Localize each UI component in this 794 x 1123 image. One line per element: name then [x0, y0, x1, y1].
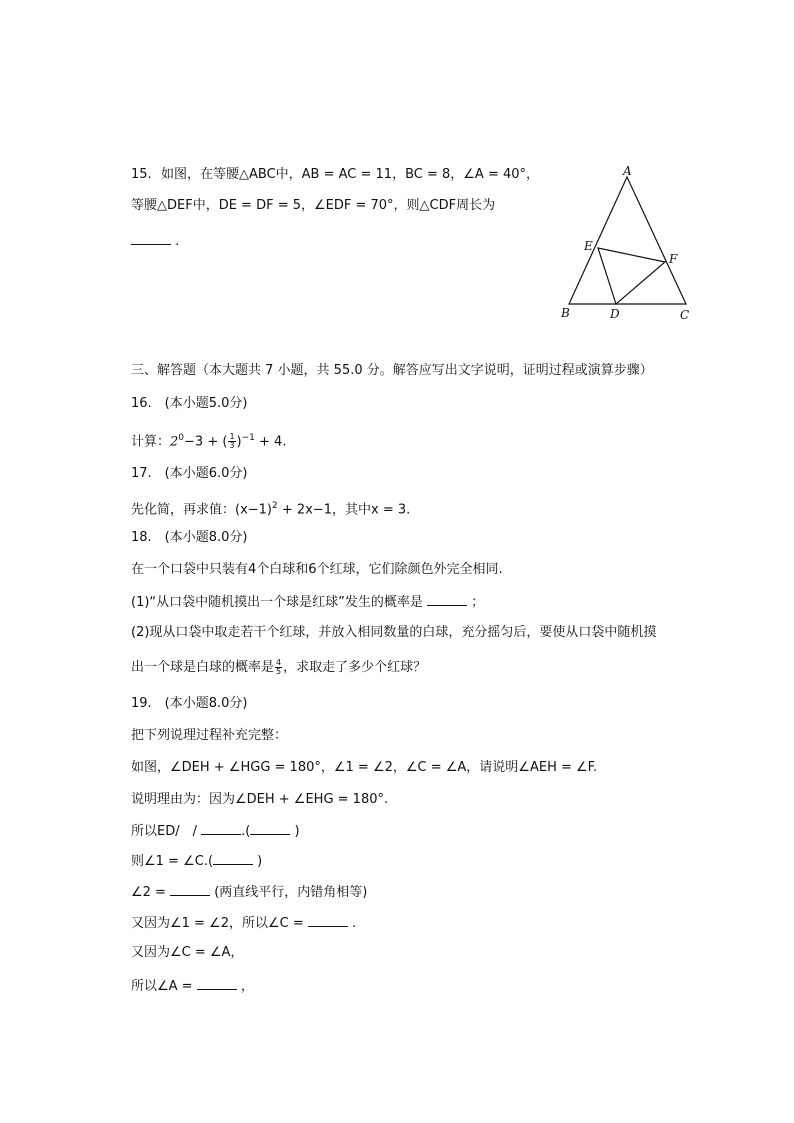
q16-exp0: 0: [178, 433, 185, 443]
q18-part1-blank[interactable]: [427, 592, 467, 606]
q19-step2-b: ): [257, 854, 263, 869]
q18-part1: [131, 592, 484, 612]
q15-text1: 如图，在等腰△ABC中，AB = AC = 11，BC = 8，∠A = 40°，: [161, 167, 540, 182]
q16-fraction: [228, 433, 235, 450]
q16-frac-num: 1: [229, 432, 235, 442]
q19-given: 如图，∠DEH + ∠HGG = 180°，∠1 = ∠2，∠C = ∠A，请说明∠AEH = ∠F.: [131, 760, 598, 775]
q16-expr-d: + 4.: [254, 434, 287, 450]
q18-frac-num: 4: [276, 658, 282, 667]
q18-part2-line1: (2)现从口袋中取走若干个红球，并放入相同数量的白球，充分摇匀后，要使从口袋中随机摸: [131, 625, 657, 640]
q16-exp-neg1: −1: [241, 433, 255, 443]
q18-part1-text: (1)“从口袋中随机摸出一个球是红球”发生的概率是: [131, 595, 423, 610]
q16-expression: [131, 429, 286, 451]
q17-text: [131, 497, 410, 519]
label-e: E: [584, 239, 593, 253]
q19-step2: [131, 851, 262, 871]
q19-header: 19. (本小题8.0分): [131, 696, 248, 711]
q16-expr-b: −3 + (: [184, 434, 228, 450]
q18-frac-den: 5: [276, 667, 282, 676]
q15-answer-blank[interactable]: [131, 231, 171, 245]
q19-step3-b: (两直线平行，内错角相等): [214, 885, 368, 900]
q19-step1-a: 所以ED/ /: [131, 824, 197, 839]
q18-part2-text-a: 出一个球是白球的概率是: [131, 660, 275, 675]
q19-step4-b: .: [352, 916, 357, 931]
q18-stem: 在一个口袋中只装有4个白球和6个红球，它们除颜色外完全相同.: [131, 562, 503, 577]
q19-step6: [131, 976, 254, 996]
q19-step1-blank2[interactable]: [250, 821, 290, 835]
label-c: C: [680, 308, 690, 322]
q16-expr-c: ): [236, 434, 242, 450]
q19-step6-blank[interactable]: [197, 976, 237, 990]
label-f: F: [669, 252, 678, 266]
q19-step4-a: 又因为∠1 = ∠2，所以∠C =: [131, 916, 304, 931]
q19-step6-b: ，: [240, 979, 254, 994]
q19-step2-a: 则∠1 = ∠C.(: [131, 854, 214, 869]
triangle-figure: [555, 162, 705, 327]
q17-text-b: + 2x−1，其中x = 3.: [277, 502, 411, 518]
label-d: D: [610, 307, 620, 321]
q16-prefix: 计算：: [131, 434, 171, 450]
q19-step1-c: ): [294, 824, 300, 839]
q16-base: 2: [170, 434, 179, 450]
q15-period: .: [175, 234, 180, 249]
q19-step6-a: 所以∠A =: [131, 979, 193, 994]
q18-part1-end: ；: [471, 595, 485, 610]
q19-step3-a: ∠2 =: [131, 885, 166, 900]
q19-step3-blank[interactable]: [170, 882, 210, 896]
q18-header: 18. (本小题8.0分): [131, 530, 248, 545]
q17-header: 17. (本小题6.0分): [131, 466, 248, 481]
label-a: A: [623, 164, 632, 178]
q15-line2: 等腰△DEF中，DE = DF = 5，∠EDF = 70°，则△CDF周长为: [131, 198, 496, 213]
section-3-heading: 三、解答题（本大题共 7 小题，共 55.0 分。解答应写出文字说明，证明过程或演算步骤）: [131, 363, 653, 378]
q19-step2-blank[interactable]: [213, 851, 253, 865]
q18-part2-line2: [131, 659, 426, 677]
q19-step1-b: .(: [241, 824, 251, 839]
q15-line1: [131, 166, 539, 184]
q19-step4: [131, 913, 356, 933]
q19-step1: [131, 821, 300, 841]
q19-instruction: 把下列说理过程补充完整：: [131, 728, 288, 743]
q19-step4-blank[interactable]: [308, 913, 348, 927]
q17-text-a: 先化简，再求值：(x−1): [131, 502, 273, 518]
triangle-def: [598, 248, 665, 304]
q16-header: 16. (本小题5.0分): [131, 396, 248, 411]
label-b: B: [561, 306, 570, 320]
q19-step5: 又因为∠C = ∠A，: [131, 945, 244, 960]
q19-step3: [131, 882, 367, 902]
q15-number: 15.: [131, 167, 152, 182]
q19-step1-blank1[interactable]: [201, 821, 241, 835]
q15-line3: [131, 231, 179, 251]
q18-fraction: [275, 659, 282, 676]
q16-frac-den: 3: [229, 441, 235, 451]
q19-reason: 说明理由为：因为∠DEH + ∠EHG = 180°.: [131, 792, 389, 807]
q17-exp2: 2: [272, 501, 278, 511]
q18-part2-text-b: ，求取走了多少个红球？: [283, 660, 427, 675]
